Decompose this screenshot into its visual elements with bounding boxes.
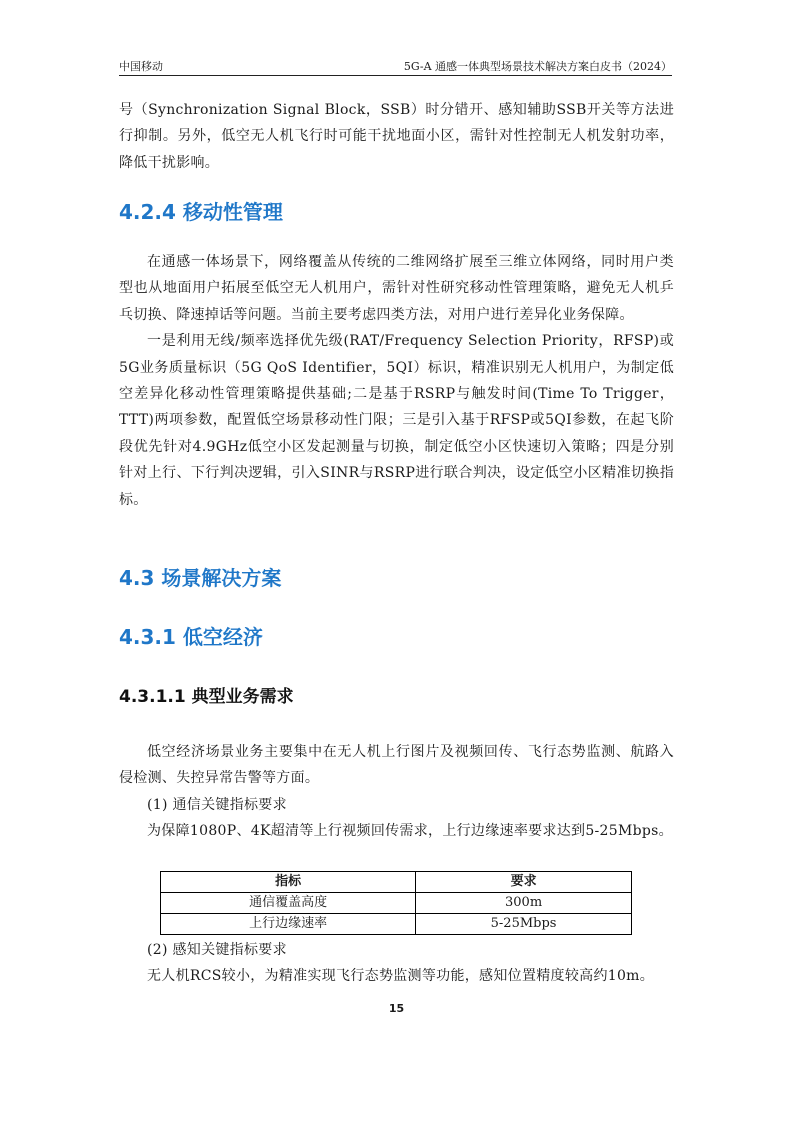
section-4-3-1-1-title: 4.3.1.1 典型业务需求 — [119, 687, 294, 707]
mobility-paragraph-1: 在通感一体场景下，网络覆盖从传统的二维网络扩展至三维立体网络，同时用户类型也从地面用户拓展至低空无人机用户，需针对性研究移动性管理策略，避免无人机乒乓切换、降速掉话等问题。当前主要考虑四类方法，对用户进行差异化业务保障。 — [119, 254, 674, 323]
table-cell: 300m — [416, 893, 632, 914]
table-header-cell: 要求 — [416, 872, 632, 893]
intro-block — [119, 97, 674, 176]
section-4-3-1-title: 4.3.1 低空经济 — [119, 625, 263, 649]
requirements-paragraph: 低空经济场景业务主要集中在无人机上行图片及视频回传、飞行态势监测、航路入侵检测、失控异常告警等方面。 — [119, 744, 674, 787]
section-4-3-title: 4.3 场景解决方案 — [119, 566, 282, 590]
intro-paragraph: 号（Synchronization Signal Block，SSB）时分错开、感知辅助SSB开关等方法进行抑制。另外，低空无人机飞行时可能干扰地面小区，需针对性控制无人机发射功率，降低干扰影响。 — [119, 102, 674, 171]
sensing-metrics-heading: (2) 感知关键指标要求 — [147, 942, 287, 958]
table-cell: 通信覆盖高度 — [161, 893, 416, 914]
table-row — [161, 893, 632, 914]
table-cell: 5-25Mbps — [416, 914, 632, 935]
header-divider — [119, 75, 672, 76]
comm-metrics-heading: (1) 通信关键指标要求 — [147, 796, 287, 813]
comm-metrics-table — [160, 871, 632, 935]
section-4-2-4-title: 4.2.4 移动性管理 — [119, 200, 283, 224]
section-4-2-4-body — [119, 249, 674, 513]
header-left: 中国移动 — [119, 60, 163, 73]
sensing-block — [119, 937, 674, 990]
page-number: 15 — [388, 1002, 405, 1015]
header-right: 5G-A 通感一体典型场景技术解决方案白皮书（2024） — [403, 60, 672, 73]
comm-metrics-paragraph: 为保障1080P、4K超清等上行视频回传需求，上行边缘速率要求达到5-25Mbps。 — [147, 823, 673, 840]
table-header-cell: 指标 — [161, 872, 416, 893]
page-header — [119, 60, 672, 74]
section-4-3-1-1-body — [119, 739, 674, 845]
table-header-row — [161, 872, 632, 893]
mobility-paragraph-2: 一是利用无线/频率选择优先级(RAT/Frequency Selection Priority，RFSP)或5G业务质量标识（5G QoS Identifier，5QI）标识，精准识别无人机用户，为制定低空差异化移动性管理策略提供基础;二是基于RSRP与触发时间(Time To Trigger，TTT)两项参数，配置低空场景移动性门限；三是引入基于RFSP或5QI参数，在起飞阶段优先针对4.9GHz低空小区发起测量与切换，制定低空小区快速切入策略；四是分别针对上行、下行判决逻辑，引入SINR与RSRP进行联合判决，设定低空小区精准切换指标。 — [119, 333, 674, 508]
sensing-metrics-paragraph: 无人机RCS较小，为精准实现飞行态势监测等功能，感知位置精度较高约10m。 — [147, 968, 655, 985]
table-cell: 上行边缘速率 — [161, 914, 416, 935]
table-row — [161, 914, 632, 935]
